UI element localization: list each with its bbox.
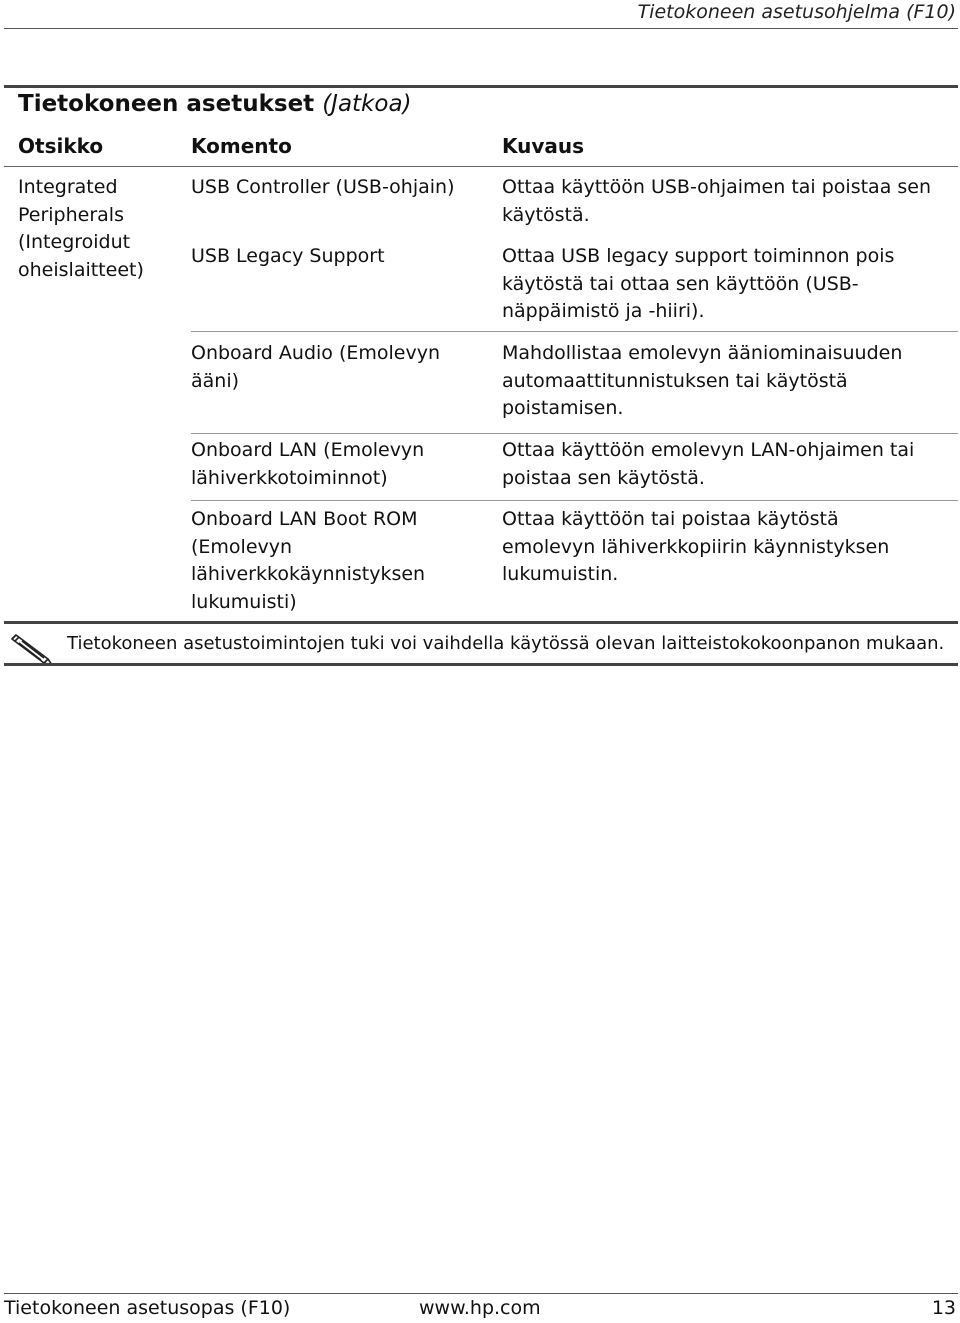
description-cell: Ottaa käyttöön emolevyn LAN-ohjaimen tai poistaa sen käytöstä. xyxy=(502,439,915,489)
command-cell: Onboard Audio (Emolevyn ääni) xyxy=(191,342,440,392)
row-divider xyxy=(191,500,958,501)
table-title xyxy=(18,89,412,119)
table-title-text: Tietokoneen asetukset xyxy=(18,91,315,117)
description-cell: Ottaa USB legacy support toiminnon pois käytöstä tai ottaa sen käyttöön (USB-näppäimistö ja -hiiri). xyxy=(502,245,895,322)
note-bottom-rule xyxy=(4,663,958,666)
note-top-rule xyxy=(4,621,958,624)
column-header-command: Komento xyxy=(191,134,292,158)
command-cell: USB Controller (USB-ohjain) xyxy=(191,176,455,198)
description-cell: Ottaa käyttöön tai poistaa käytöstä emolevyn lähiverkkopiirin käynnistyksen lukumuistin. xyxy=(502,508,890,585)
command-cell: USB Legacy Support xyxy=(191,245,385,267)
running-header: Tietokoneen asetusohjelma (F10) xyxy=(637,1,956,23)
command-cell: Onboard LAN Boot ROM (Emolevyn lähiverkkokäynnistyksen lukumuisti) xyxy=(191,508,426,613)
row-divider xyxy=(191,433,958,434)
description-cell: Mahdollistaa emolevyn ääniominaisuuden automaattitunnistuksen tai käytöstä poistamisen. xyxy=(502,342,903,419)
footer-divider xyxy=(4,1293,958,1294)
table-top-rule xyxy=(4,85,958,88)
description-cell: Ottaa käyttöön USB-ohjaimen tai poistaa sen käytöstä. xyxy=(502,176,932,226)
section-heading-cell: Integrated Peripherals (Integroidut oheislaitteet) xyxy=(18,176,144,281)
footer-website: www.hp.com xyxy=(419,1297,541,1319)
table-title-continued: (Jatkoa) xyxy=(322,91,412,117)
column-header-heading: Otsikko xyxy=(18,134,104,158)
header-divider xyxy=(4,28,958,29)
column-header-description: Kuvaus xyxy=(502,134,585,158)
command-cell: Onboard LAN (Emolevyn lähiverkkotoiminnot) xyxy=(191,439,425,489)
header-row-rule xyxy=(4,166,958,167)
pencil-note-icon xyxy=(10,632,54,666)
footer-document-title: Tietokoneen asetusopas (F10) xyxy=(4,1297,291,1319)
page-number: 13 xyxy=(931,1297,956,1319)
note-text: Tietokoneen asetustoimintojen tuki voi vaihdella käytössä olevan laitteistokokoonpanon mukaan. xyxy=(67,633,945,654)
row-divider xyxy=(191,331,958,332)
